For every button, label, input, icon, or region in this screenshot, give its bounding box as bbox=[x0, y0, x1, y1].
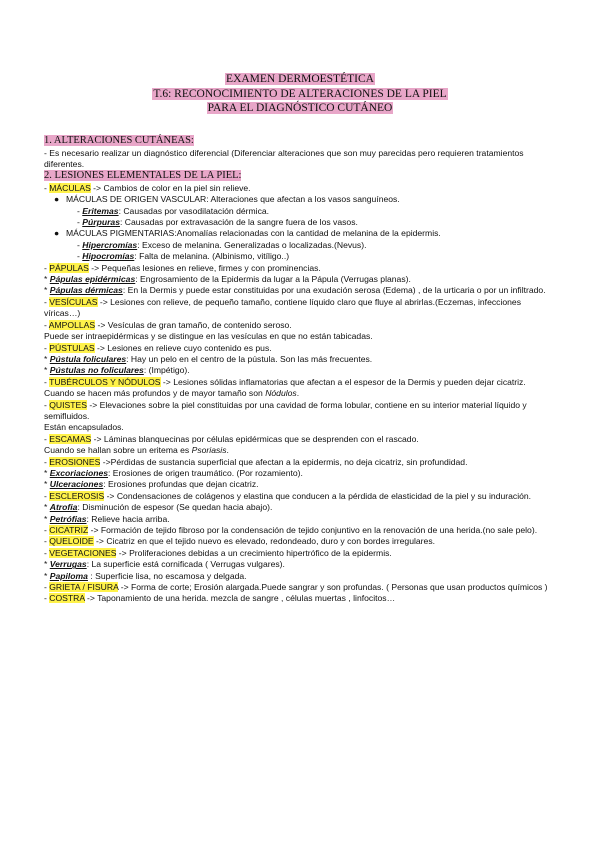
bullet-icon: ● bbox=[54, 228, 60, 239]
bullet-icon: ● bbox=[54, 194, 60, 205]
list-item-ulceraciones: * Ulceraciones: Erosiones profundas que dejan cicatriz. bbox=[44, 479, 259, 490]
list-item-papulas-epidermicas: * Pápulas epidérmicas: Engrosamiento de la Epidermis da lugar a la Pápula (Verrugas planas). bbox=[44, 274, 411, 285]
bullet-item-pigmentarias: ● MÁCULAS PIGMENTARIAS:Anomalías relacionadas con la cantidad de melanina de la epidermis. bbox=[54, 228, 441, 239]
list-item-papiloma: * Papiloma : Superficie lisa, no escamosa y delgada. bbox=[44, 570, 247, 581]
list-item-quistes: - QUISTES -> Elevaciones sobre la piel constituidas por una cavidad de forma lobular, contiene en su interior material líquido y semifluidos. bbox=[44, 399, 527, 421]
list-item-esclerosis: - ESCLEROSIS -> Condensaciones de colágenos y elastina que conducen a la pérdida de elasticidad de la piel y su induración. bbox=[44, 490, 532, 501]
list-item-pustula-foliculares: * Pústula foliculares: Hay un pelo en el centro de la pústula. Son las más frecuentes. bbox=[44, 353, 373, 364]
document-body bbox=[44, 135, 559, 605]
sub-item-eritemas: - Eritemas: Causadas por vasodilatación dérmica. bbox=[77, 205, 270, 216]
sub-item-hipercromias: - Hipercromías: Exceso de melanina. Generalizadas o localizadas.(Nevus). bbox=[77, 239, 367, 250]
title-line-2: T.6: RECONOCIMIENTO DE ALTERACIONES DE LA PIEL bbox=[153, 87, 447, 100]
list-item-papulas-dermicas: * Pápulas dérmicas: En la Dermis y puede estar constituidas por una exudación serosa (Edema) , de la urticaria o por un infiltrado. bbox=[44, 285, 546, 296]
title-line-1: EXAMEN DERMOESTÉTICA bbox=[226, 73, 374, 85]
section-heading-1: 1. ALTERACIONES CUTÁNEAS: bbox=[44, 135, 194, 146]
bullet-item-vascular: ● MÁCULAS DE ORIGEN VASCULAR: Alteraciones que afectan a los vasos sanguíneos. bbox=[54, 194, 400, 205]
list-item-ampollas: - AMPOLLAS -> Vesículas de gran tamaño, de contenido seroso. bbox=[44, 319, 292, 330]
paragraph: Cuando se hacen más profundos y de mayor tamaño son Nódulos. bbox=[44, 388, 300, 399]
list-item-grieta: - GRIETA / FISURA -> Forma de corte; Erosión alargada.Puede sangrar y son profundas. ( Personas que usan productos químicos ) bbox=[44, 582, 548, 593]
section-heading-2: 2. LESIONES ELEMENTALES DE LA PIEL: bbox=[44, 170, 242, 182]
list-item-costra: - COSTRA -> Taponamiento de una herida. mezcla de sangre , células muertas , linfocitos… bbox=[44, 593, 396, 604]
list-item-cicatriz: - CICATRIZ -> Formación de tejido fibroso por la condensación de tejido conjuntivo en la renovación de una herida.(no sale pelo). bbox=[44, 525, 538, 535]
list-item-pustulas-no-foliculares: * Pústulas no foliculares: (Impétigo). bbox=[44, 365, 190, 376]
list-item-vesiculas: - VESÍCULAS -> Lesiones con relieve, de pequeño tamaño, contiene líquido claro que fluye al abrirlas.(Eczemas, infecciones víricas…) bbox=[44, 296, 521, 319]
list-item-tuberculos: - TUBÉRCULOS Y NÓDULOS -> Lesiones sólidas inflamatorias que afectan a el espesor de la Dermis y pueden dejar cicatriz. bbox=[44, 376, 526, 387]
paragraph: - Es necesario realizar un diagnóstico diferencial (Diferenciar alteraciones que son muy parecidas pero requieren tratamientos diferentes. bbox=[44, 147, 524, 169]
list-item-petrofias: * Petrófias: Relieve hacia arriba. bbox=[44, 513, 170, 524]
list-item-pustulas: - PÚSTULAS -> Lesiones en relieve cuyo contenido es pus. bbox=[44, 342, 272, 353]
sub-item-purpuras: - Púrpuras: Causadas por extravasación de la sangre fuera de los vasos. bbox=[77, 217, 358, 228]
list-item-erosiones: - EROSIONES ->Pérdidas de sustancia superficial que afectan a la epidermis, no deja cicatriz, sin profundidad. bbox=[44, 456, 468, 467]
list-item-escamas: - ESCAMAS -> Láminas blanquecinas por células epidérmicas que se desprenden con el rascado. bbox=[44, 433, 419, 444]
title-line-3: PARA EL DIAGNÓSTICO CUTÁNEO bbox=[207, 102, 393, 114]
paragraph: Puede ser intraepidérmicas y se distingue en las vesículas en que no están tabicadas. bbox=[44, 331, 373, 342]
list-item-atrofia: * Atrofia: Disminución de espesor (Se quedan hacia abajo). bbox=[44, 502, 273, 513]
list-item-verrugas: * Verrugas: La superficie está cornificada ( Verrugas vulgares). bbox=[44, 559, 285, 570]
paragraph: Cuando se hallan sobre un eritema es Psoriasis. bbox=[44, 445, 229, 456]
list-item-vegetaciones: - VEGETACIONES -> Proliferaciones debidas a un crecimiento hipertrófico de la epidermis. bbox=[44, 547, 392, 558]
paragraph: Están encapsulados. bbox=[44, 422, 124, 433]
list-item-excoriaciones: * Excoriaciones: Erosiones de origen traumático. (Por rozamiento). bbox=[44, 467, 303, 478]
list-item-papulas: - PÁPULAS -> Pequeñas lesiones en relieve, firmes y con prominencias. bbox=[44, 262, 321, 273]
document-title bbox=[0, 72, 600, 116]
sub-item-hipocromias: - Hipocromías: Falta de melanina. (Albinismo, vitíligo..) bbox=[77, 251, 290, 262]
list-item-maculas: - MÁCULAS -> Cambios de color en la piel sin relieve. bbox=[44, 182, 251, 193]
list-item-queloide: - QUELOIDE -> Cicatriz en que el tejido nuevo es elevado, redondeado, duro y con bordes irregulares. bbox=[44, 536, 436, 547]
